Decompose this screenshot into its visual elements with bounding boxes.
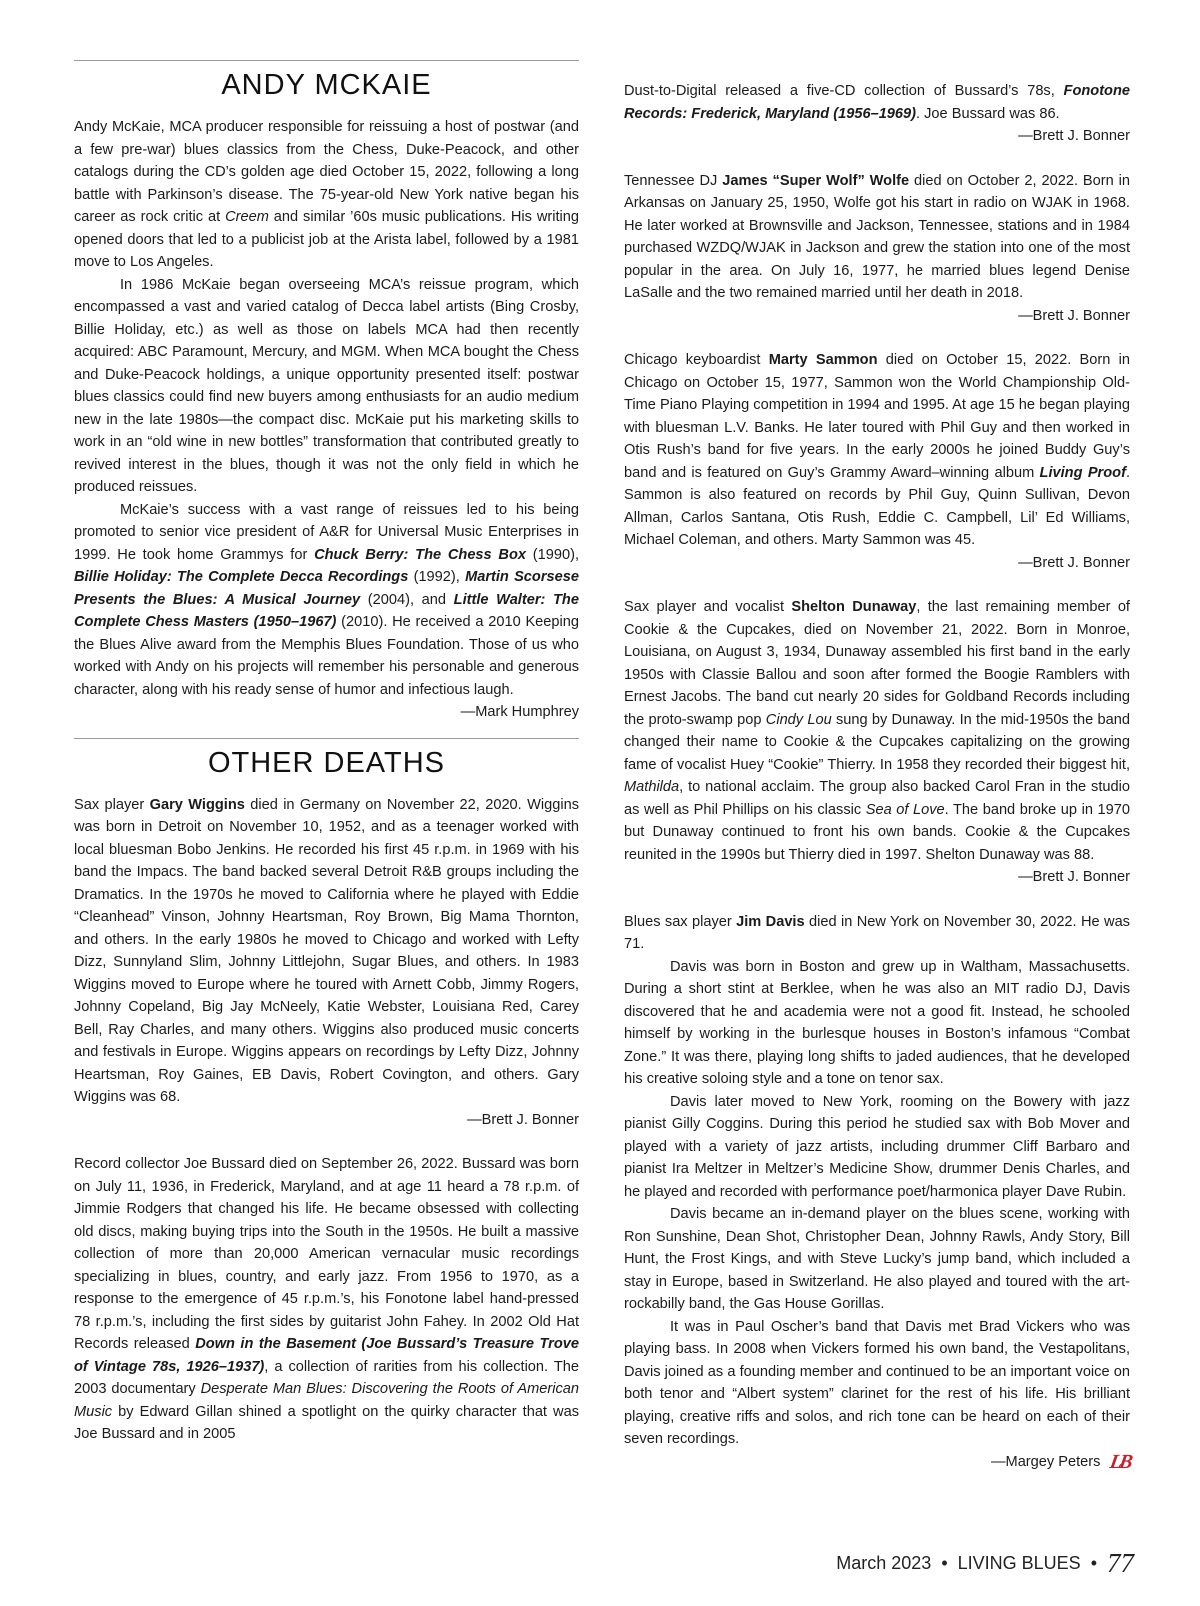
bold-name: Marty Sammon — [768, 352, 878, 368]
bold-name: Gary Wiggins — [149, 796, 245, 813]
dunaway-paragraph — [624, 596, 1130, 866]
bold-name: James “Super Wolf” Wolfe — [722, 172, 910, 189]
italic-title: Cindy Lou — [765, 711, 832, 728]
text-run: died on October 2, 2022. Born in Arkansas on January 25, 1950, Wolfe got his start in radio on WJAK in 1968. He later worked at Brownsville and Jackson, Tennessee, stations and in 1984 purchased WZDQ/WJAK in Jackson and grew the station into one of the most popular in the area. On July 16, 1977, he married blues legend Denise LaSalle and the two remained married until her death in 2018. — [624, 172, 1130, 301]
living-blues-logo-icon: LB — [1108, 1450, 1133, 1473]
italic-title: Mathilda — [624, 779, 680, 795]
text-run: Andy McKaie, MCA producer responsible for reissuing a host of postwar (and a few pre-war) blues classics from the Chess, Duke-Peacock, and other catalogs during the CD’s golden age died October 15, 2022, following a long battle with Parkinson’s disease. The 75-year-old New York native began his career as rock critic at — [74, 119, 579, 225]
album-title: Little Walter: The Complete Chess Masters (1950–1967) — [74, 591, 579, 630]
byline: —Margey Peters — [990, 1453, 1101, 1470]
album-title: Down in the Basement (Joe Bussard’s Treasure Trove of Vintage 78s, 1926–1937) — [74, 1336, 579, 1375]
text-run: Sax player — [74, 796, 150, 813]
text-run: . The band broke up in 1970 but Dunaway continued to front his own bands. Cookie & the Cupcakes reunited in the 1990s but Thierry died in 1997. Shelton Dunaway was 88. — [624, 801, 1130, 863]
album-title: Chuck Berry: The Chess Box — [314, 546, 526, 563]
text-run: Davis was born in Boston and grew up in Waltham, Massachusetts. During a short stint at Berklee, when he was also an MIT radio DJ, Davis discovered that he and academia were not a good fit. Instead, he schooled himself by working in the burlesque houses in Boston’s infamous “Combat Zone.” It was there, playing long shifts to jaded audiences, that he developed his creative soloing style and a tone on tenor sax. — [624, 958, 1130, 1087]
text-run: sung by Dunaway. In the mid-1950s the band changed their name to Cookie & the Cupcakes capitalizing on the growing fame of vocalist Huey “Cookie” Thierry. In 1958 they recorded their biggest hit, — [624, 711, 1131, 773]
section-heading: OTHER DEATHS — [207, 746, 446, 779]
text-run: Dust-to-Digital released a five-CD collection of Bussard’s 78s, — [624, 83, 1064, 99]
byline: —Brett J. Bonner — [1018, 128, 1130, 144]
bullet-separator: • — [941, 1553, 948, 1573]
page-footer — [836, 1548, 1134, 1579]
text-run: by Edward Gillan shined a spotlight on the quirky character that was Joe Bussard and in 2005 — [74, 1403, 579, 1442]
page-number: 77 — [1107, 1548, 1134, 1578]
issue-date: March 2023 — [836, 1553, 932, 1573]
text-run: (1990), — [526, 546, 579, 563]
bussard-continued — [624, 80, 1130, 125]
text-run: died on October 15, 2022. Born in Chicago on October 15, 1977, Sammon won the World Championship Old-Time Piano Playing competition in 1994 and 1995. At age 15 he began playing with bluesman L.V. Banks. He later toured with Phil Guy and then worked in Otis Rush’s band for five years. In the early 2000s he joined Buddy Guy’s band and is featured on Guy’s Grammy Award–winning album — [624, 352, 1130, 481]
text-run: (2010). He received a 2010 Keeping the Blues Alive award from the Memphis Blues Foundation. Those of us who worked with Andy on his projects will remember his personable and generous character, along with his ready sense of humor and infectious laugh. — [74, 614, 579, 698]
byline: —Mark Humphrey — [460, 704, 579, 720]
text-run: , to national acclaim. The group also backed Carol Fran in the studio as well as Phil Phillips on his classic — [624, 779, 1130, 818]
italic-title: Creem — [225, 209, 269, 225]
text-run: McKaie’s success with a vast range of reissues led to his being promoted to senior vice president of A&R for Universal Music Enterprises in 1999. He took home Grammys for — [74, 501, 579, 563]
text-run: Record collector Joe Bussard died on September 26, 2022. Bussard was born on July 11, 1936, in Frederick, Maryland, and at age 11 heard a 78 r.p.m. of Jimmie Rodgers that changed his life. He became obsessed with collecting old discs, making buying trips into the South in the 1950s. He built a massive collection of more than 20,000 American vernacular music recordings specializing in blues, country, and early jazz. From 1956 to 1970, as a response to the emergence of 45 r.p.m.’s, his Fonotone label hand-pressed 78 r.p.m.’s, including the first sides by guitarist John Fahey. In 2002 Old Hat Records released — [74, 1156, 579, 1352]
mckaie-paragraph-2 — [74, 274, 579, 499]
bold-name: Jim Davis — [736, 913, 805, 930]
italic-title: Sea of Love — [865, 801, 945, 818]
section-divider — [74, 60, 579, 61]
left-column — [74, 60, 579, 1446]
section-divider — [74, 738, 579, 739]
byline: —Brett J. Bonner — [1018, 554, 1130, 571]
text-run: died in New York on November 30, 2022. He was 71. — [624, 913, 1130, 952]
davis-paragraph-4 — [624, 1203, 1130, 1316]
bold-name: Shelton Dunaway — [791, 599, 917, 615]
text-run: , a collection of rarities from his collection. The 2003 documentary — [74, 1358, 579, 1397]
album-title: Martin Scorsese Presents the Blues: A Musical Journey — [74, 569, 579, 608]
text-run: . Joe Bussard was 86. — [916, 105, 1060, 122]
text-run: Sax player and vocalist — [624, 599, 792, 615]
byline: —Brett J. Bonner — [1018, 869, 1130, 885]
mckaie-paragraph-3 — [74, 499, 579, 702]
obituary-heading: ANDY MCKAIE — [221, 69, 432, 101]
text-run: Chicago keyboardist — [624, 352, 769, 368]
text-run: and similar ’60s music publications. His writing opened doors that led to a publicist job at the Arista label, followed by a 1981 move to Los Angeles. — [74, 209, 579, 270]
text-run: It was in Paul Oscher’s band that Davis met Brad Vickers who was playing bass. In 2008 when Vickers formed his own band, the Vestapolitans, Davis joined as a founding member and continued to be an important voice on both tenor and “Albert system” clarinet for the rest of his life. His brilliant playing, creative riffs and solos, and rich tone can be heard on each of their seven recordings. — [624, 1318, 1130, 1447]
italic-title: Desperate Man Blues: Discovering the Roots of American Music — [74, 1381, 579, 1420]
magazine-name: LIVING BLUES — [957, 1553, 1081, 1573]
text-run: , the last remaining member of Cookie & the Cupcakes, died on November 21, 2022. Born in Monroe, Louisiana, on August 3, 1934, Dunaway assembled his first band in the early 1950s with Classie Ballou and soon after formed the Boogie Ramblers with Ernest Jacobs. The band cut nearly 20 sides for Goldband Records including the proto-swamp pop — [624, 599, 1130, 728]
byline-row — [624, 1450, 1133, 1474]
bullet-separator: • — [1090, 1553, 1097, 1573]
byline: —Brett J. Bonner — [1018, 307, 1130, 324]
wiggins-paragraph — [74, 794, 579, 1109]
text-run: (2004), and — [360, 591, 454, 608]
text-run: . Sammon is also featured on records by Phil Guy, Quinn Sullivan, Devon Allman, Carlos Santana, Otis Rush, Eddie C. Campbell, Lil’ Ed Williams, Michael Coleman, and others. Marty Sammon was 45. — [624, 464, 1130, 548]
text-run: Davis became an in-demand player on the blues scene, working with Ron Sunshine, Dean Shot, Christopher Dean, Johnny Rawls, Andy Story, Bill Hunt, the Frost Kings, and with Steve Lucky’s jump band, which included a stay in Europe, based in Switzerland. He also played and toured with the art-rockabilly band, the Gas House Gorillas. — [624, 1206, 1130, 1312]
davis-paragraph-5 — [624, 1316, 1130, 1451]
right-column — [624, 80, 1133, 1474]
album-title: Fonotone Records: Frederick, Maryland (1956–1969) — [624, 83, 1130, 122]
byline: —Brett J. Bonner — [467, 1111, 579, 1128]
album-title: Living Proof — [1039, 464, 1126, 481]
text-run: (1992), — [408, 569, 466, 585]
bussard-paragraph — [74, 1153, 579, 1446]
sammon-paragraph — [624, 349, 1130, 552]
mckaie-paragraph-1 — [74, 116, 579, 274]
text-run: Tennessee DJ — [624, 172, 723, 189]
text-run: Blues sax player — [624, 913, 737, 930]
album-title: Billie Holiday: The Complete Decca Recordings — [74, 569, 409, 585]
davis-paragraph-1 — [624, 911, 1130, 956]
wolfe-paragraph — [624, 170, 1130, 305]
text-run: In 1986 McKaie began overseeing MCA’s reissue program, which encompassed a vast and varied catalog of Decca label artists (Bing Crosby, Billie Holiday, etc.) as well as those on labels MCA had then recently acquired: ABC Paramount, Mercury, and MGM. When MCA bought the Chess and Duke-Peacock holdings, a unique opportunity presented itself: postwar blues classics could find new buyers among enthusiasts for an audio medium new in the late 1980s—the compact disc. McKaie put his marketing skills to work in an “old wine in new bottles” transformation that contributed greatly to revived interest in the blues, though it was not the only field in which he produced reissues. — [74, 276, 579, 495]
text-run: died in Germany on November 22, 2020. Wiggins was born in Detroit on November 10, 1952, and as a teenager worked with local bluesman Bobo Jenkins. He recorded his first 45 r.p.m. in 1969 with his band the Impacs. The band backed several Detroit R&B groups including the Dramatics. In the 1970s he moved to California where he played with Eddie “Cleanhead” Vinson, Johnny Heartsman, Roy Brown, Big Mama Thornton, and others. In the early 1980s he moved to Chicago and worked with Lefty Dizz, Sunnyland Slim, Johnny Littlejohn, Sugar Blues, and others. In 1983 Wiggins moved to Europe where he toured with Arnett Cobb, Jimmy Rogers, Johnny Copeland, Big Jay McNeely, Katie Webster, Louisiana Red, Carey Bell, Ray Charles, and many others. Wiggins also produced music concerts and festivals in Europe. Wiggins appears on recordings by Lefty Dizz, Johnny Heartsman, Roy Gaines, EB Davis, Robert Covington, and others. Gary Wiggins was 68. — [74, 796, 579, 1105]
davis-paragraph-3 — [624, 1091, 1130, 1204]
text-run: Davis later moved to New York, rooming on the Bowery with jazz pianist Gilly Coggins. During this period he studied sax with Bob Mover and played with a variety of jazz artists, including drummer Cliff Barbaro and pianist Ira Meltzer in Meltzer’s Medicine Show, drummer Denis Charles, and he played and recorded with performance poet/harmonica player Dave Rubin. — [624, 1093, 1130, 1200]
davis-paragraph-2 — [624, 956, 1130, 1091]
